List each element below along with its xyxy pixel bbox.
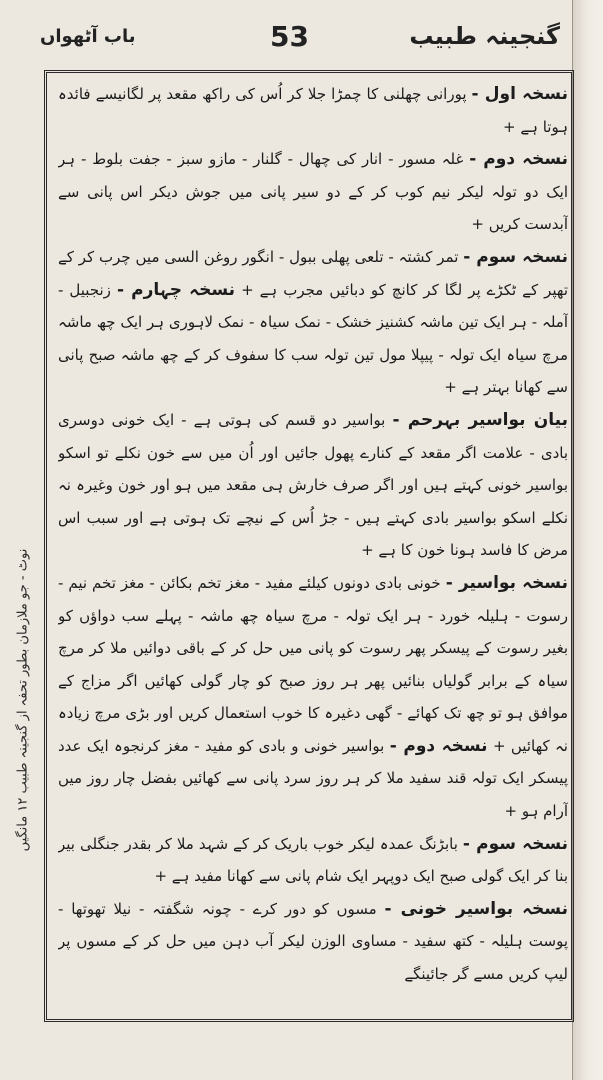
recipe-heading: نسخہ دوم - (389, 735, 488, 756)
recipe-heading: نسخہ اول - (471, 84, 568, 104)
book-title: گنجینہ طبیب (409, 22, 560, 50)
paragraph (58, 143, 568, 241)
recipe-text: زنجبیل - آملہ - ہر ایک تین ماشہ کشنیز خشک - نمک سیاہ - نمک لاہوری ہر ایک چھ ماشہ مرچ سیاہ ایک تولہ - پیپلا مول تین تولہ سب کا سفوف کر کے چھ ماشہ صبح پانی سے کھانا بہتر ہے + (58, 280, 568, 397)
chapter-title: باب آٹھواں (40, 26, 136, 47)
recipe-text: پورانی چھلنی کا چمڑا جلا کر اُس کی راکھ مقعد پر لگانیسے فائدہ ہوتا ہے + (58, 85, 568, 136)
recipe-text: خونی بادی دونوں کیلئے مفید - مغز تخم بکائن - مغز تخم نیم - رسوت - ہلیلہ خورد - ہر ایک تولہ - مرچ سیاہ چھ ماشہ - پہلے سب دواؤں کو بغیر رسوت کے پیسکر پھر رسوت کو پانی میں حل کر کے باقی دوائیں ملا کر مرچ سیاہ کے برابر گولیاں بنائیں پھر ہر روز صبح کو چار گولی کھائیں اگر مزاج کے موافق ہو تو چھ تک کھائے - گھی دغیرہ کا خوب استعمال کریں اور بڑی مرچ زیادہ نہ کھائیں + (58, 573, 568, 755)
paragraph (58, 404, 568, 567)
section-heading: بیان بواسیر بہرحم - (392, 409, 568, 430)
page-gutter (572, 0, 603, 1080)
margin-note-text: نوٹ - جو ملازمان بطور تحفہ از گنجینہ طبیب ۱۲ مانگیں (15, 548, 31, 852)
recipe-text: بابڑنگ عمدہ لیکر خوب باریک کر کے شہد ملا کر بقدر جنگلی بیر بنا کر ایک گولی صبح ایک دوپہر ایک شام پانی سے کھانا مفید ہے + (58, 834, 568, 886)
recipe-text: تمر کشتہ - تلعی پھلی ببول - انگور روغن السی میں چرب کر کے تھپر کے ٹکڑے پر لگا کر کانچ کو دبائیں مجرب ہے + (58, 247, 568, 299)
recipe-heading: نسخہ سوم - (463, 246, 568, 267)
recipe-heading: نسخہ بواسیر - (445, 572, 568, 593)
recipe-heading: نسخہ چہارم - (116, 279, 236, 300)
recipe-text: مسوں کو دور کرے - چونہ شگفتہ - نیلا تھوتھا - پوست ہلیلہ - کتھ سفید - مساوی الوزن لیکر آب دہن میں حل کر کے مسوں پر لیپ کریں مسے گر جائینگے (58, 899, 568, 984)
paragraph (58, 828, 568, 893)
recipe-heading: نسخہ سوم - (462, 833, 568, 854)
recipe-heading: نسخہ بواسیر خونی - (384, 898, 568, 919)
page-number: 53 (270, 20, 309, 53)
paragraph (58, 241, 568, 404)
recipe-text: بواسیر خونی و بادی کو مفید - مغز کرنجوہ ایک عدد پیسکر ایک تولہ قند سفید ملا کر ہر روز سرد پانی سے کھائیں بفضل چار روز میں آرام ہو + (58, 736, 568, 821)
page-body (58, 78, 568, 1018)
paragraph (58, 567, 568, 828)
section-text: بواسیر دو قسم کی ہوتی ہے - ایک خونی دوسری بادی - علامت اگر مقعد کے کنارے پھول جائیں اور اُن میں سے خون نکلے تو اسکو بواسیر خونی کہتے ہیں اور اگر صرف خارش ہی مقعد میں ہو اور خون وغیرہ نہ نکلے اسکو بواسیر بادی کہتے ہیں - جڑ اُس کے نیچے تک ہوتی ہے اور سبب اس مرض کا فاسد ہونا خون کا ہے + (58, 410, 568, 560)
paragraph (58, 78, 568, 143)
page-header (40, 22, 560, 68)
paragraph (58, 893, 568, 991)
recipe-heading: نسخہ دوم - (469, 149, 568, 170)
margin-note (6, 470, 40, 930)
recipe-text: غلہ مسور - انار کی چھال - گلنار - مازو سبز - جفت بلوط - ہر ایک دو تولہ لیکر نیم کوب کر کے دو سیر پانی میں جوش دیکر اس پانی سے آبدست کریں + (58, 150, 568, 234)
